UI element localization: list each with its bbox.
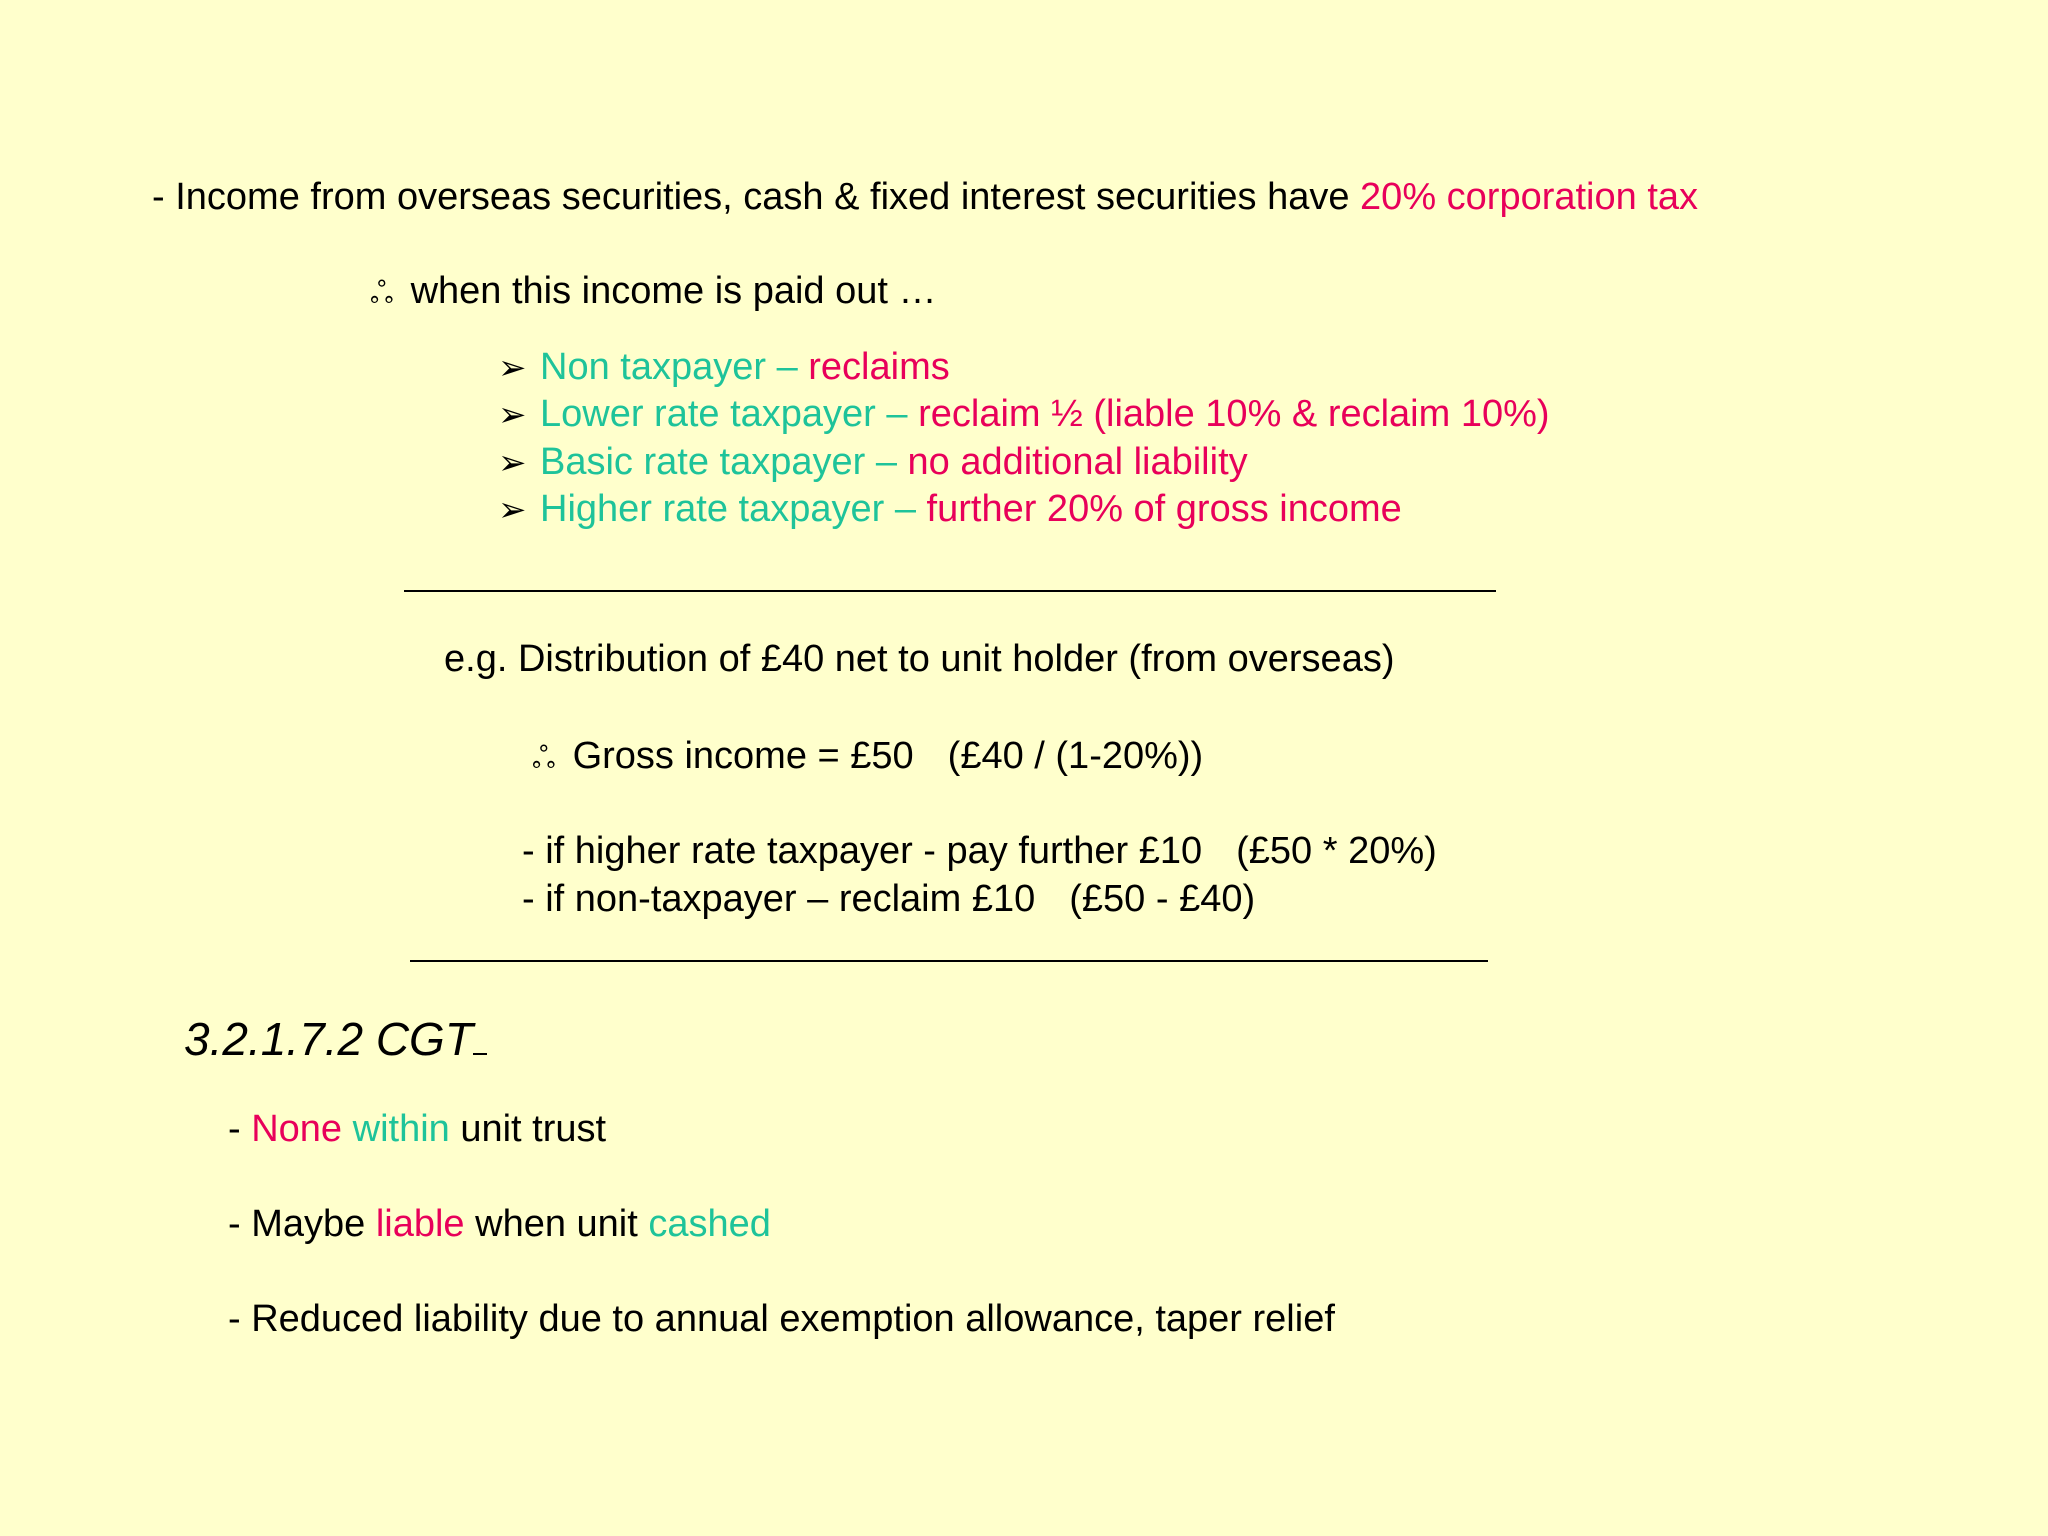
higher-rate-calc: (£50 * 20%) xyxy=(1236,830,1437,872)
taxpayer-item xyxy=(498,486,1402,533)
higher-line xyxy=(522,828,1437,874)
cgt-item: - Reduced liability due to annual exemption allowance, taper relief xyxy=(228,1298,1335,1340)
taxpayer-item xyxy=(498,439,1248,486)
cgt-heading-text: 3.2.1.7.2 CGT xyxy=(184,1013,473,1065)
gross-line xyxy=(532,733,1203,782)
dash: – xyxy=(884,488,927,530)
none-text: None xyxy=(251,1108,343,1150)
higher-rate-text: - if higher rate taxpayer - pay further £10 xyxy=(522,830,1203,872)
divider-bottom xyxy=(410,960,1488,962)
cashed-text: cashed xyxy=(648,1203,771,1245)
taxpayer-type: Higher rate taxpayer xyxy=(540,488,885,530)
taxpayer-type: Basic rate taxpayer xyxy=(540,441,866,483)
cgt-item: - None within unit trust xyxy=(228,1108,607,1150)
cgt-item: - Maybe liable when unit cashed xyxy=(228,1203,771,1245)
taxpayer-item xyxy=(498,344,950,391)
taxpayer-type: Lower rate taxpayer xyxy=(540,393,876,435)
arrow-bullet-icon: ➢ xyxy=(498,444,527,482)
therefore-icon: ஃ xyxy=(532,742,556,775)
non-line xyxy=(522,876,1255,922)
divider-top xyxy=(404,590,1496,592)
dash: – xyxy=(865,441,908,483)
intro-text: - Income from overseas securities, cash & fixed interest securities have xyxy=(152,176,1361,218)
within-text: within xyxy=(352,1108,450,1150)
dash: – xyxy=(875,393,919,435)
gross-income: Gross income = £50 xyxy=(572,735,914,777)
non-taxpayer-text: - if non-taxpayer – reclaim £10 xyxy=(522,878,1036,920)
taxpayer-effect: reclaims xyxy=(808,346,950,388)
taxpayer-item xyxy=(498,391,1550,438)
example-title: e.g. Distribution of £40 net to unit holder (from overseas) xyxy=(444,638,1395,680)
taxpayer-effect: no additional liability xyxy=(907,441,1248,483)
intro-line xyxy=(152,174,1698,220)
gross-calc: (£40 / (1-20%)) xyxy=(947,735,1204,777)
taxpayer-effect: reclaim ½ (liable 10% & reclaim 10%) xyxy=(918,393,1550,435)
therefore-icon: ஃ xyxy=(370,277,394,310)
non-taxpayer-calc: (£50 - £40) xyxy=(1069,878,1256,920)
cgt-heading xyxy=(184,1012,487,1066)
intro-highlight: 20% corporation tax xyxy=(1360,176,1699,218)
taxpayer-effect: further 20% of gross income xyxy=(926,488,1402,530)
when-paid-line xyxy=(370,268,937,317)
when-paid-text: when this income is paid out … xyxy=(410,270,937,312)
arrow-bullet-icon: ➢ xyxy=(498,396,527,434)
arrow-bullet-icon: ➢ xyxy=(498,349,527,387)
dash: – xyxy=(766,346,809,388)
arrow-bullet-icon: ➢ xyxy=(498,491,527,529)
taxpayer-type: Non taxpayer xyxy=(540,346,767,388)
liable-text: liable xyxy=(375,1203,465,1245)
